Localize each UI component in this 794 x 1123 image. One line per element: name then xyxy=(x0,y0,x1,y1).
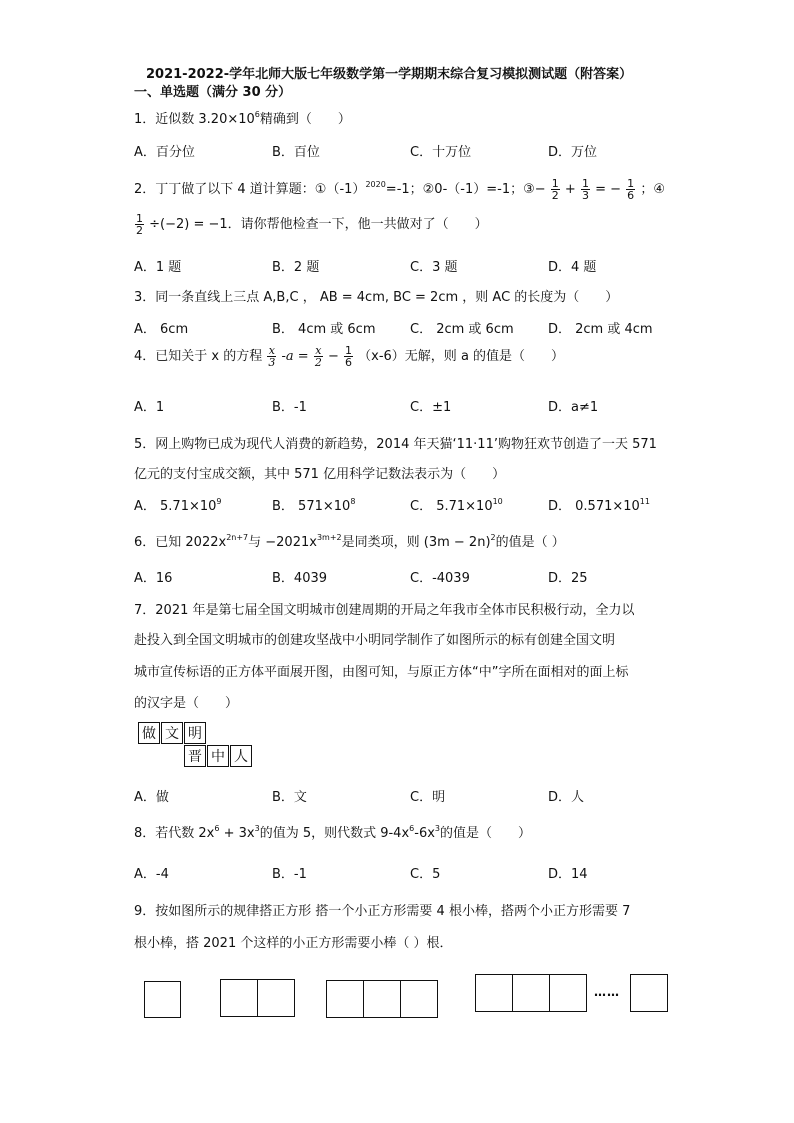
square-group-2 xyxy=(257,979,295,1017)
question-8-stem: 8．若代数 $2x^6 + 3x^3$的值为 5，则代数式 $9-4x^6-6x^3$的值是（ ） xyxy=(134,824,532,841)
fraction: $\frac{x}{2}$ xyxy=(314,344,322,369)
q4-option-c[interactable]: C．±1 xyxy=(410,400,452,415)
q4-option-b[interactable]: B．-1 xyxy=(272,400,307,415)
question-7-line-1: 7．2021 年是第七届全国文明城市创建周期的开局之年我市全体市民积极行动，全力以 xyxy=(134,603,635,618)
question-1-stem: 1．近似数 $3.20\times 10^6$精确到（ ） xyxy=(134,110,351,127)
square-group-3 xyxy=(326,980,364,1018)
question-2-line-2: $\frac{1}{2}$ ÷(−2) = −1．请你帮他检查一下，他一共做对了（ ） xyxy=(136,212,488,237)
square-group-4 xyxy=(549,974,587,1012)
q5-option-a[interactable]: A． $5.71\times 10^9$ xyxy=(134,497,222,514)
cube-face: 中 xyxy=(207,745,229,767)
fraction: $\frac{1}{2}$ xyxy=(551,177,559,202)
q6-option-d[interactable]: D．25 xyxy=(548,571,588,586)
q2-option-c[interactable]: C．3 题 xyxy=(410,260,458,275)
q5-option-d[interactable]: D． $0.571\times 10^{11}$ xyxy=(548,497,650,514)
question-7-line-4: 的汉字是（ ） xyxy=(134,696,239,711)
square-group-3 xyxy=(363,980,401,1018)
q7-option-d[interactable]: D．人 xyxy=(548,790,585,805)
q8-option-a[interactable]: A．-4 xyxy=(134,867,169,882)
q3-option-b[interactable]: B． 4cm 或 6cm xyxy=(272,322,376,337)
question-7-line-2: 赴投入到全国文明城市的创建攻坚战中小明同学制作了如图所示的标有创建全国文明 xyxy=(134,633,616,648)
square-group-n xyxy=(630,974,668,1012)
q7-option-a[interactable]: A．做 xyxy=(134,790,169,805)
q3-option-a[interactable]: A． 6cm xyxy=(134,322,189,337)
section-heading: 一、单选题（满分 30 分） xyxy=(134,85,292,100)
q2-option-d[interactable]: D．4 题 xyxy=(548,260,597,275)
q7-option-b[interactable]: B．文 xyxy=(272,790,307,805)
q6-option-a[interactable]: A．16 xyxy=(134,571,173,586)
question-7-line-3: 城市宣传标语的正方体平面展开图，由图可知，与原正方体“中”字所在面相对的面上标 xyxy=(134,665,629,680)
question-9-line-1: 9．按如图所示的规律搭正方形 搭一个小正方形需要 4 根小棒，搭两个小正方形需要 7 xyxy=(134,904,631,919)
cube-face: 人 xyxy=(230,745,252,767)
square-group-2 xyxy=(220,979,258,1017)
square-group-1 xyxy=(144,981,181,1018)
question-4-stem: 4．已知关于 x 的方程 $\frac{x}{3}$ -a = $\frac{x}{2}$ − $\frac{1}{6}$ （x-6）无解，则 a 的值是（ ） xyxy=(134,344,565,369)
fraction: $\frac{1}{2}$ xyxy=(136,212,143,237)
q1-option-a[interactable]: A．百分位 xyxy=(134,145,195,160)
q1-option-c[interactable]: C．十万位 xyxy=(410,145,472,160)
question-9-line-2: 根小棒，搭 2021 个这样的小正方形需要小棒（ ）根． xyxy=(134,936,453,951)
q2-option-b[interactable]: B．2 题 xyxy=(272,260,320,275)
question-3-stem: 3．同一条直线上三点 A,B,C ， AB = 4cm, BC = 2cm ，则 AC 的长度为（ ） xyxy=(134,290,619,305)
q8-option-b[interactable]: B．-1 xyxy=(272,867,307,882)
square-group-3 xyxy=(400,980,438,1018)
cube-face: 做 xyxy=(138,722,160,744)
q5-option-c[interactable]: C． $5.71\times 10^{10}$ xyxy=(410,497,503,514)
document-title: 2021-2022-学年北师大版七年级数学第一学期期末综合复习模拟测试题（附答案） xyxy=(146,67,633,82)
fraction: $\frac{x}{3}$ xyxy=(268,344,276,369)
q5-option-b[interactable]: B． $571\times 10^8$ xyxy=(272,497,356,514)
q8-option-c[interactable]: C．5 xyxy=(410,867,441,882)
cube-face: 明 xyxy=(184,722,206,744)
q7-option-c[interactable]: C．明 xyxy=(410,790,446,805)
question-2-line-1: 2．丁丁做了以下 4 道计算题：$①(-1)^{2020}=-1$；②0-（-1）=-1；③− $\frac{1}{2}$ + $\frac{1}{3}$ = − $\frac{1}{6}$ ；④ xyxy=(134,177,665,202)
fraction: $\frac{1}{3}$ xyxy=(581,177,589,202)
cube-face: 晋 xyxy=(184,745,206,767)
ellipsis: …… xyxy=(594,985,620,999)
q8-option-d[interactable]: D．14 xyxy=(548,867,588,882)
fraction: $\frac{1}{6}$ xyxy=(345,344,353,369)
q3-option-c[interactable]: C． 2cm 或 6cm xyxy=(410,322,514,337)
q4-option-a[interactable]: A．1 xyxy=(134,400,165,415)
q6-option-c[interactable]: C．-4039 xyxy=(410,571,470,586)
cube-face: 文 xyxy=(161,722,183,744)
question-5-line-1: 5．网上购物已成为现代人消费的新趋势，2014 年天猫‘11·11’购物狂欢节创造了一天 571 xyxy=(134,437,657,452)
q3-option-d[interactable]: D． 2cm 或 4cm xyxy=(548,322,653,337)
fraction: $\frac{1}{6}$ xyxy=(627,177,635,202)
q6-option-b[interactable]: B．4039 xyxy=(272,571,328,586)
q1-option-d[interactable]: D．万位 xyxy=(548,145,598,160)
q4-option-d[interactable]: D．a≠1 xyxy=(548,400,599,415)
square-group-4 xyxy=(475,974,513,1012)
square-group-4 xyxy=(512,974,550,1012)
q2-option-a[interactable]: A．1 题 xyxy=(134,260,182,275)
question-6-stem: 6．已知 $2022x^{2n+7}$与 $-2021x^{3m+2}$是同类项，则 $(3m - 2n)^2$的值是（ ） xyxy=(134,533,565,550)
question-5-line-2: 亿元的支付宝成交额，其中 571 亿用科学记数法表示为（ ） xyxy=(134,467,506,482)
q1-option-b[interactable]: B．百位 xyxy=(272,145,320,160)
